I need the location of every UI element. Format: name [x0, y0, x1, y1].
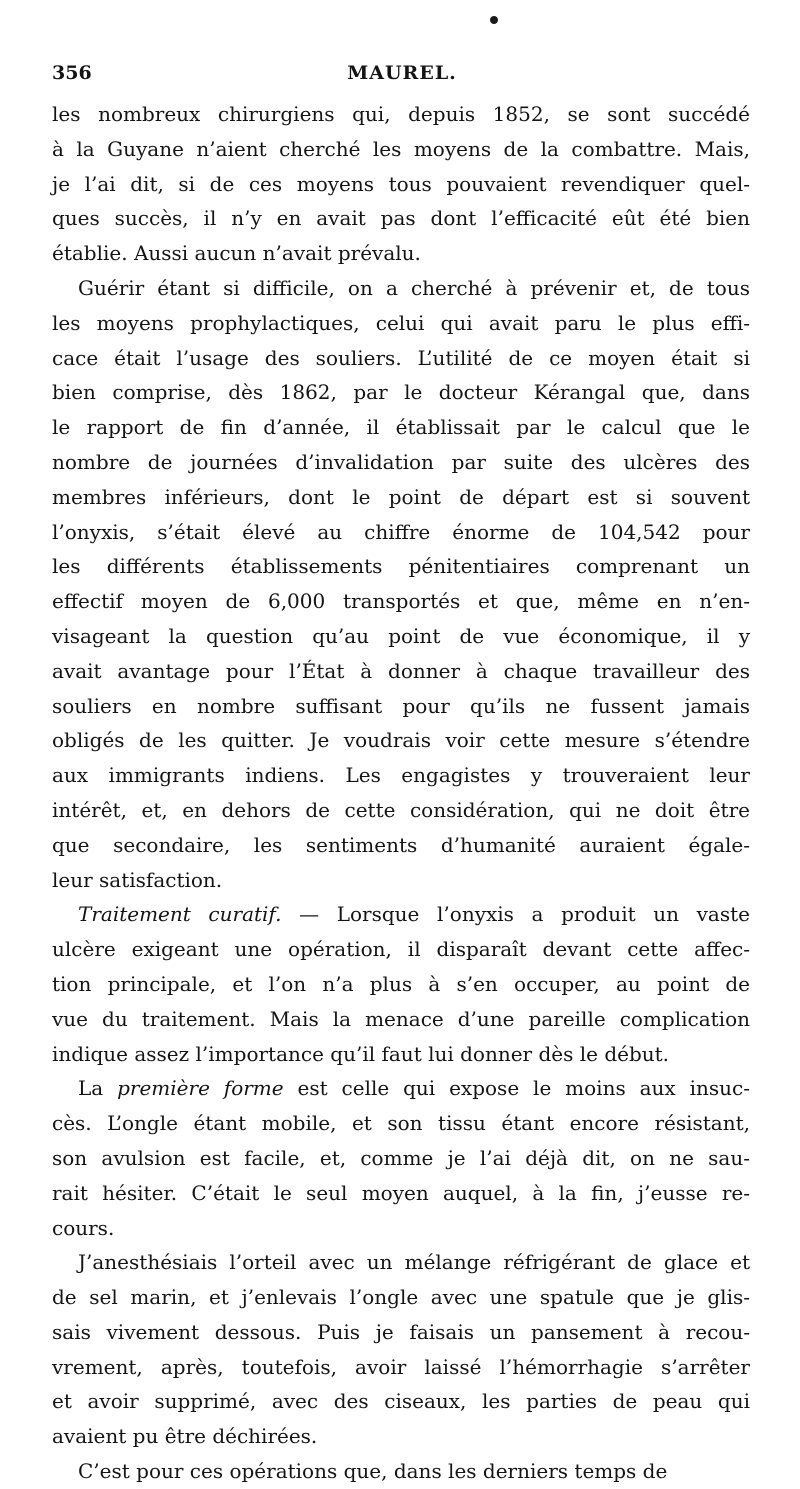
line-text: avait avantage pour l’État à donner à chaque travailleur des	[52, 658, 750, 683]
text-line	[52, 1071, 750, 1106]
text-line	[52, 410, 750, 445]
text-line	[52, 341, 750, 376]
line-text: je l’ai dit, si de ces moyens tous pouvaient revendiquer quel-	[52, 171, 750, 196]
text-line	[52, 1245, 750, 1280]
line-text: vrement, après, toutefois, avoir laissé l’hémorrhagie s’arrêter	[52, 1354, 750, 1379]
line-text: à la Guyane n’aient cherché les moyens de la combattre. Mais,	[52, 136, 750, 161]
line-text: le rapport de fin d’année, il établissait par le calcul que le	[52, 415, 750, 440]
line-text: ulcère exigeant une opération, il disparaît devant cette affec-	[52, 937, 750, 962]
ink-dot	[490, 16, 498, 24]
text-line	[52, 1350, 750, 1385]
line-text: ques succès, il n’y en avait pas dont l’efficacité eût été bien	[52, 206, 750, 231]
text-line	[52, 1384, 750, 1419]
page-header	[52, 62, 752, 88]
text-line	[52, 515, 750, 550]
body-text	[52, 97, 750, 1489]
line-text: Guérir étant si difficile, on a cherché à prévenir et, de tous	[78, 275, 750, 300]
text-line	[52, 584, 750, 619]
line-text: visageant la question qu’au point de vue économique, il y	[52, 623, 750, 648]
text-line	[52, 132, 750, 167]
line-text: nombre de journées d’invalidation par suite des ulcères des	[52, 449, 750, 474]
line-text: membres inférieurs, dont le point de départ est si souvent	[52, 484, 750, 509]
text-line	[52, 1280, 750, 1315]
text-line	[52, 1106, 750, 1141]
line-text: aux immigrants indiens. Les engagistes y trouveraient leur	[52, 763, 750, 788]
text-line	[52, 758, 750, 793]
text-line	[52, 967, 750, 1002]
italic-phrase: première forme	[117, 1076, 284, 1101]
line-text: et avoir supprimé, avec des ciseaux, les parties de peau qui	[52, 1389, 750, 1414]
line-text: de sel marin, et j’enlevais l’ongle avec une spatule que je glis-	[52, 1285, 750, 1310]
text-line	[52, 167, 750, 202]
text-line	[52, 1315, 750, 1350]
text-line	[52, 863, 750, 898]
line-text: tion principale, et l’on n’a plus à s’en occuper, au point de	[52, 971, 750, 996]
line-text: effectif moyen de 6,000 transportés et que, même en n’en-	[52, 589, 750, 614]
text-line	[52, 619, 750, 654]
text-line	[52, 654, 750, 689]
line-text: souliers en nombre suffisant pour qu’ils ne fussent jamais	[52, 693, 750, 718]
text-line	[52, 271, 750, 306]
line-text: est celle qui expose le moins aux insuc-	[283, 1076, 750, 1101]
line-text: l’onyxis, s’était élevé au chiffre énorme de 104,542 pour	[52, 519, 750, 544]
line-text: obligés de les quitter. Je voudrais voir cette mesure s’étendre	[52, 728, 750, 753]
text-line	[52, 306, 750, 341]
line-text: établie. Aussi aucun n’avait prévalu.	[52, 241, 421, 266]
page-number: 356	[52, 62, 92, 84]
line-text: son avulsion est facile, et, comme je l’ai déjà dit, on ne sau-	[52, 1145, 750, 1170]
line-text: cace était l’usage des souliers. L’utilité de ce moyen était si	[52, 345, 750, 370]
line-text: rait hésiter. C’était le seul moyen auquel, à la fin, j’eusse re-	[52, 1180, 750, 1205]
line-text: J’anesthésiais l’orteil avec un mélange réfrigérant de glace et	[78, 1250, 750, 1275]
text-line	[52, 1211, 750, 1246]
text-line	[52, 793, 750, 828]
line-text: vue du traitement. Mais la menace d’une pareille complication	[52, 1006, 750, 1031]
line-text: les nombreux chirurgiens qui, depuis 1852, se sont succédé	[52, 102, 750, 126]
text-line	[52, 549, 750, 584]
text-line	[52, 689, 750, 724]
text-line	[52, 1419, 750, 1454]
line-text: cès. L’ongle étant mobile, et son tissu étant encore résistant,	[52, 1111, 750, 1136]
text-line	[52, 1037, 750, 1072]
text-line	[52, 932, 750, 967]
text-line	[52, 897, 750, 932]
line-lead: La	[78, 1076, 118, 1101]
text-line	[52, 375, 750, 410]
text-line	[52, 201, 750, 236]
text-line	[52, 97, 750, 132]
line-text: — Lorsque l’onyxis a produit un vaste	[281, 902, 750, 927]
text-line	[52, 236, 750, 271]
text-line	[52, 1002, 750, 1037]
line-text: cours.	[52, 1215, 115, 1240]
text-line	[52, 480, 750, 515]
line-text: C’est pour ces opérations que, dans les derniers temps de	[78, 1459, 668, 1484]
text-line	[52, 828, 750, 863]
line-text: sais vivement dessous. Puis je faisais un pansement à recou-	[52, 1319, 750, 1344]
line-text: bien comprise, dès 1862, par le docteur Kérangal que, dans	[52, 380, 750, 405]
line-text: intérêt, et, en dehors de cette considération, qui ne doit être	[52, 797, 750, 822]
text-line	[52, 1454, 750, 1489]
text-line	[52, 445, 750, 480]
text-line	[52, 723, 750, 758]
line-text: les moyens prophylactiques, celui qui avait paru le plus effi-	[52, 310, 750, 335]
italic-phrase: Traitement curatif.	[78, 902, 282, 927]
line-text: les différents établissements pénitentiaires comprenant un	[52, 554, 750, 579]
running-title: MAUREL.	[347, 62, 457, 84]
line-text: que secondaire, les sentiments d’humanité auraient égale-	[52, 832, 750, 857]
line-text: avaient pu être déchirées.	[52, 1424, 318, 1449]
line-text: leur satisfaction.	[52, 867, 223, 892]
text-line	[52, 1141, 750, 1176]
line-text: indique assez l’importance qu’il faut lui donner dès le début.	[52, 1041, 670, 1066]
text-line	[52, 1176, 750, 1211]
